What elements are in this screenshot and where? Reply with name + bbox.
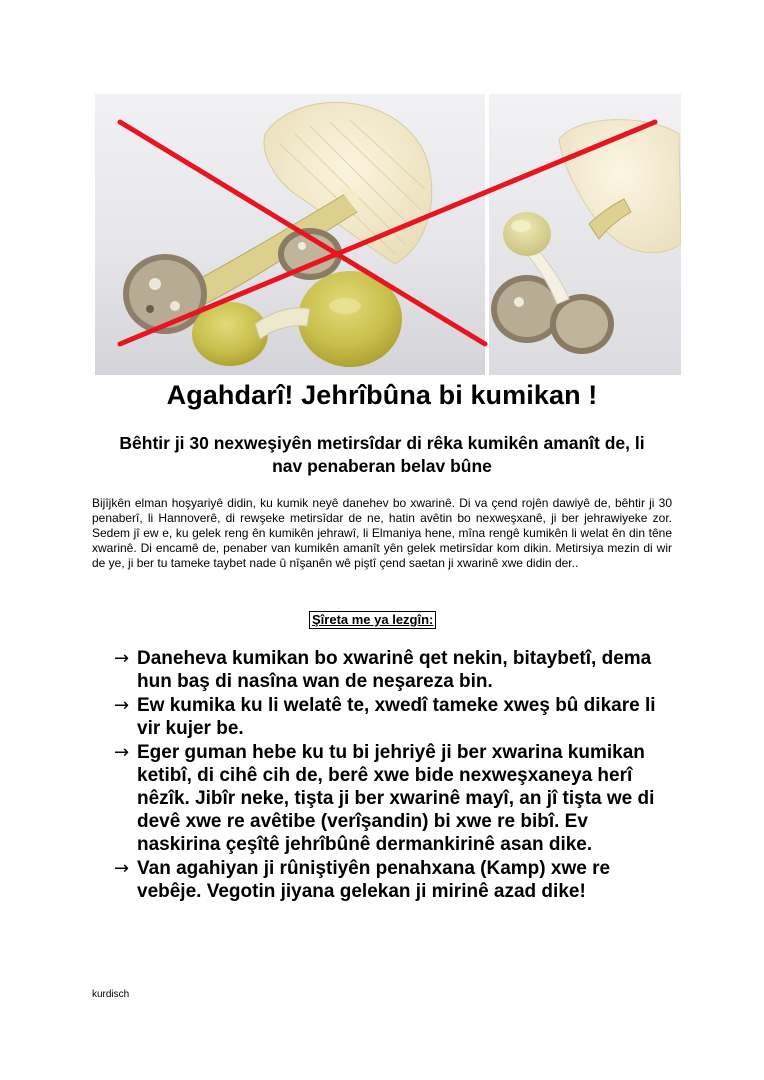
tip-text: Ew kumika ku li welatê te, xwedî tameke xweş bû dikare li vir kujer be.	[137, 695, 656, 739]
list-item	[114, 647, 674, 693]
mushroom-photos	[95, 94, 681, 375]
page-subtitle: Bêhtir ji 30 nexweşiyên metirsîdar di rêka kumikên amanît de, li nav penaberan belav bûne	[119, 433, 645, 476]
tip-text: Eger guman hebe ku tu bi jehriyê ji ber xwarina kumikan ketibî, di cihê cih de, berê xwe bide nexweşxaneya herî nêzîk. Jibîr neke, tişta ji ber xwarinê mayî, an jî tişta we di devê xwe re avêtibe (verîşandin) bi xwe re bibî. Ev naskirina çeşîtê jehrîbûnê dermankirinê asan dike.	[137, 742, 655, 855]
list-item	[114, 694, 674, 740]
arrow-right-icon: →	[114, 695, 130, 716]
tips-list	[114, 647, 674, 904]
arrow-right-icon: →	[114, 858, 130, 879]
tip-text: Van agahiyan ji rûniştiyên penahxana (Kamp) xwe re vebêje. Vegotin jiyana gelekan ji mirinê azad dike!	[137, 858, 611, 902]
body-paragraph: Bijîjkên elman hoşyariyê didin, ku kumik neyê danehev bo xwarinê. Di va çend rojên dawiyê de, bêhtir ji 30 penaberî, li Hannoverê, di rewşeke metirsîdar de ne, hatin avêtin bo nexweşxanê, ji ber jehrawiyeke zor. Sedem jî ew e, ku gelek reng ên kumikên jehrawî, li Elmaniya hene, mîna rengê kumikên li welat ên din têne xwarinê. Di encamê de, penaber van kumikên amanît yên gelek metirsîdar kom dikin. Metirsiya mezin di wir de ye, ji ber tu tameke taybet nade û nîşanên wê piştî çend saetan ji xwarinê xwe didin der..	[92, 496, 672, 570]
arrow-right-icon: →	[114, 742, 130, 763]
page-title: Agahdarî! Jehrîbûna bi kumikan !	[166, 380, 598, 410]
list-item	[114, 741, 674, 856]
arrow-right-icon: →	[114, 648, 130, 669]
list-item	[114, 857, 674, 903]
language-footer: kurdisch	[92, 989, 130, 1000]
tips-heading: Şîreta me ya lezgîn:	[309, 611, 436, 629]
tip-text: Daneheva kumikan bo xwarinê qet nekin, bitaybetî, dema hun baş di nasîna wan de neşareza bin.	[137, 648, 652, 692]
warning-cross-icon	[95, 94, 681, 375]
